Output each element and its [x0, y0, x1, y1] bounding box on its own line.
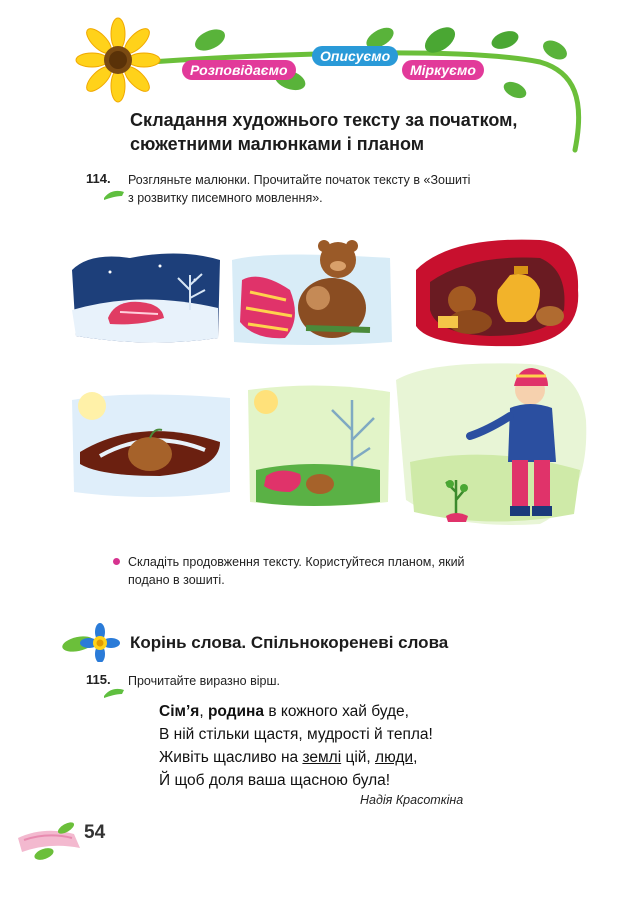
leaf-icon: [489, 28, 521, 53]
sunflower-icon: [76, 18, 160, 102]
night-seed-in-ground-scene: [72, 392, 230, 497]
poem-line: [159, 746, 433, 769]
section-title-line: сюжетними малюнками і планом: [130, 134, 425, 154]
task-number: 115.: [86, 672, 111, 687]
poem: [159, 700, 433, 792]
illustrations-grid: [70, 230, 590, 550]
task-text-line: з розвитку писемного мовлення».: [128, 191, 323, 205]
poem-text: цій,: [341, 749, 376, 766]
poem-line: Й щоб доля ваша щасною була!: [159, 772, 391, 789]
poem-underlined-word: люди: [375, 749, 414, 766]
poem-text: ,: [199, 703, 208, 720]
bear-cubs-mitten-scene: [232, 240, 392, 345]
bullet-text: [128, 553, 578, 589]
poem-keyword: Сім’я: [159, 703, 200, 720]
task-text-line: Розгляньте малюнки. Прочитайте початок тексту в «Зошиті: [128, 173, 471, 187]
pen-icon: [102, 188, 126, 202]
leaf-icon: [501, 79, 529, 102]
section-title-line: Складання художнього тексту за початком,: [130, 110, 518, 130]
poem-underlined-word: землі: [302, 749, 342, 766]
task-text: Прочитайте виразно вірш.: [128, 674, 280, 688]
banner-tag-describe: Описуємо: [312, 46, 398, 66]
poem-text: Живіть щасливо на: [159, 749, 303, 766]
bullet-icon: [113, 558, 120, 565]
winter-mitten-scene: [72, 253, 220, 342]
burrow-samovar-scene: [416, 240, 578, 347]
poem-keyword: родина: [207, 703, 265, 720]
task-text: [128, 171, 598, 207]
section-title: [130, 108, 610, 156]
bullet-text-line: Складіть продовження тексту. Користуйтеся планом, який: [128, 555, 465, 569]
leaf-icon: [192, 25, 229, 55]
banner-tag-reason: Міркуємо: [402, 60, 484, 80]
task-number: 114.: [86, 171, 111, 186]
poem-text: в кожного хай буде,: [264, 703, 409, 720]
bullet-text-line: подано в зошиті.: [128, 573, 225, 587]
flower-leaf-icon: [60, 622, 126, 662]
pen-icon: [102, 686, 126, 700]
section-title: Корінь слова. Спільнокореневі слова: [130, 633, 449, 652]
girl-with-sapling-scene: [396, 363, 586, 525]
leaf-icon: [540, 37, 571, 64]
page-number: 54: [84, 822, 106, 843]
spring-mitten-sprout-scene: [248, 385, 390, 506]
poem-line: В ній стільки щастя, мудрості й тепла!: [159, 726, 433, 743]
poem-text: ,: [413, 749, 418, 766]
banner-tag-tell: Розповідаємо: [182, 60, 296, 80]
poem-author: Надія Красоткіна: [360, 793, 464, 807]
poem-line: [159, 700, 433, 723]
scroll-ribbon-icon: [14, 818, 86, 864]
